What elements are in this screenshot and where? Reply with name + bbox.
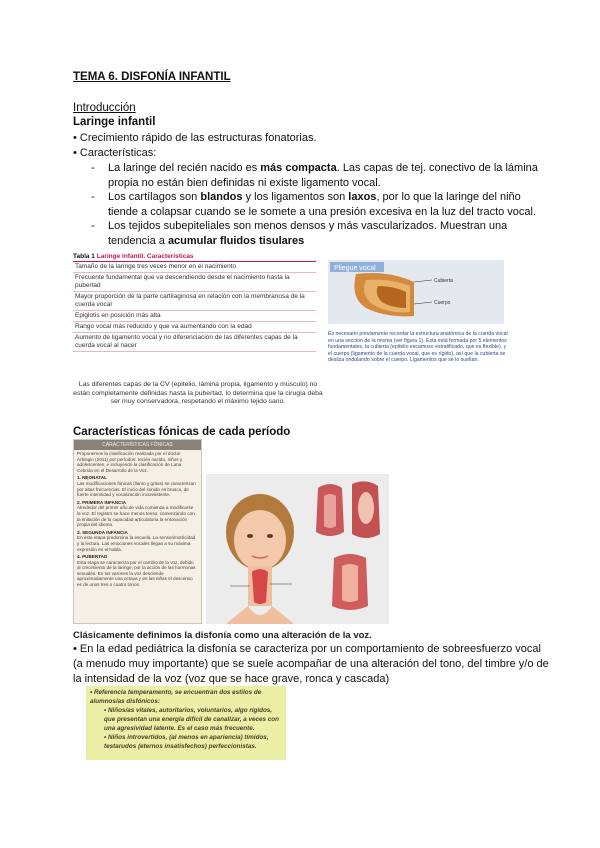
dash-marker: -	[91, 162, 95, 174]
book-section	[74, 529, 201, 553]
table-laringe-infantil	[73, 252, 316, 352]
temperament-note-box	[86, 686, 286, 760]
vocal-fold-figure	[328, 260, 504, 324]
table-row: Epiglotis en posición más alta	[73, 311, 316, 322]
note-line-3: • Niños introvertidos, (al menos en apariencia) tímidos, testarudos (eternos insatisfechos) perfeccionistas.	[104, 734, 269, 750]
table-row: Aumento de ligamento vocal y no diferenciación de las diferentes capas de la cuerda vocal al nacer	[73, 333, 316, 352]
book-section	[74, 499, 201, 529]
note-line-2: • Niños/as vitales, autoritarios, voluntarios, algo rígidos, que presentan una energía difícil de canalizar, a veces con una agresividad latente. Es el caso más frecuente.	[104, 707, 279, 732]
figure-label-cuerpo: Cuerpo	[434, 300, 451, 306]
book-section-title: 1. NEONATAL	[77, 475, 107, 481]
book-sections	[74, 474, 201, 588]
dash-item-3-text: Los tejidos subepiteliales son menos densos y más vascularizados. Muestran una tendencia a acumular fluidos tisulares	[108, 220, 508, 247]
bullet-caracteristicas: • Características:	[73, 147, 157, 159]
intro-heading: Introducción	[73, 102, 136, 114]
book-page-image	[73, 439, 202, 624]
book-section-text: Alrededor del primer año de vida comienza a modificarse la voz. El registro se hace menos tenso, comenzando con la imitación de la capacidad articulatoria la entonación propia del idioma.	[77, 505, 195, 528]
table-body	[73, 261, 316, 352]
dash-item-2-text: Los cartílagos son blandos y los ligamentos son laxos, por lo que la laringe del niño tiende a colapsar cuando se le somete a una presión excesiva en la luz del tracto vocal.	[108, 191, 537, 218]
dash-marker: -	[91, 191, 95, 203]
book-header: CARACTERÍSTICAS FÓNICAS	[74, 440, 201, 450]
table-row: Rango vocal más reducido y que va aumentando con la edad	[73, 322, 316, 333]
table-row: Frecuente fundamental que va descendiendo desde el nacimiento hasta la pubertad	[73, 273, 316, 292]
note-line-1: • Referencia temperamento, se encuentran dos estilos de alumnos/as disfónicos:	[90, 689, 262, 705]
laringe-heading: Laringe infantil	[73, 116, 156, 128]
bullet-pediatric: • En la edad pediátrica la disfonía se caracteriza por un comportamiento de sobreesfuerzo vocal (a menudo muy importante) que se suele acompañar de una alteración del tono, del timbre y/o de la intensidad de la voz (voz que se hace grave, ronca y cascada)	[73, 643, 549, 685]
table-row: Mayor proporción de la parte cartilaginosa en relación con la membranosa de la cuerda vocal	[73, 292, 316, 311]
bullet-crecimiento: • Crecimiento rápido de las estructuras fonatorias.	[73, 132, 317, 144]
vocal-fold-note: Es necesario previamente recordar la estructura anatómica de la cuerda vocal en una sección de la misma (ver figura 1). Esta está formada por 5 elementos fundamentales, la cubierta (epitelio escamoso estratificado, que es flexible), y el cuerpo (ligamento de la cuerda vocal, que es rígido), así que la cubierta se desliza ondulando sobre el cuerpo. Ligamentos que se lo sueltan.	[328, 331, 508, 363]
book-section-text: Esta etapa se caracteriza por el cambio de la voz, debido al crecimiento de la laringe, por la acción de las hormonas sexuales. En los varones la voz desciende aproximadamente una octava y en las niñas el descenso es de unos tres o cuatro tonos.	[77, 559, 196, 588]
page-title: TEMA 6. DISFONÍA INFANTIL	[73, 71, 231, 83]
child-larynx-illustration	[206, 474, 389, 624]
dash-item-2	[91, 190, 541, 220]
book-section-title: 2. PRIMERA INFANCIA	[77, 499, 127, 505]
book-section-title: 4. PUBERTAD	[77, 554, 108, 560]
book-section-text: En esta etapa predomina la escuela. La sensorimotricidad y la lectura. Las emociones vocales llegan a su máxima expresión en el habla.	[77, 535, 196, 552]
book-section	[74, 474, 201, 498]
book-section	[74, 553, 201, 589]
table-caption: Tabla 1 Laringe infantil. Características	[73, 253, 194, 260]
book-intro: Proponemos la clasificación realizada por el doctor Arbiagio (2011) por períodos: recién nacido, niños y adolescentes, e incluyendo la clasificación de Lana Cebrián en el Desarrollo de la Voz.	[77, 451, 183, 473]
book-section-text: Las modificaciones fónicas (llanto y gritos) se caracterizan por altas frecuencias. El inicio del sonido es brusco, de fuerte intensidad y vocalización inconsistente.	[77, 480, 196, 498]
classic-definition: Clásicamente definimos la disfonía como una alteración de la voz.	[73, 630, 372, 641]
table-note: Las diferentes capas de la CV (epitelio, lámina propia, ligamento y músculo) no están completamente definidas hasta la pubertad, lo determina que la cirugía deba ser muy conservadora, respetando el máximo tejido sano.	[73, 381, 323, 406]
book-section-title: 3. SEGUNDA INFANCIA	[77, 529, 128, 535]
table-row: Tamaño de la laringe tres veces menor en el nacimiento	[73, 262, 316, 273]
dash-marker: -	[91, 220, 95, 232]
figure-label: Pliegue vocal	[334, 265, 376, 272]
dash-item-3	[91, 219, 541, 249]
dash-item-1	[91, 161, 541, 191]
dash-item-1-text: La laringe del recién nacido es más compacta. Las capas de tej. conectivo de la lámina propia no están bien definidas ni existe ligamento vocal.	[108, 162, 538, 189]
figure-label-cubierta: Cubierta	[434, 278, 453, 284]
characteristics-heading: Características fónicas de cada período	[73, 426, 291, 438]
